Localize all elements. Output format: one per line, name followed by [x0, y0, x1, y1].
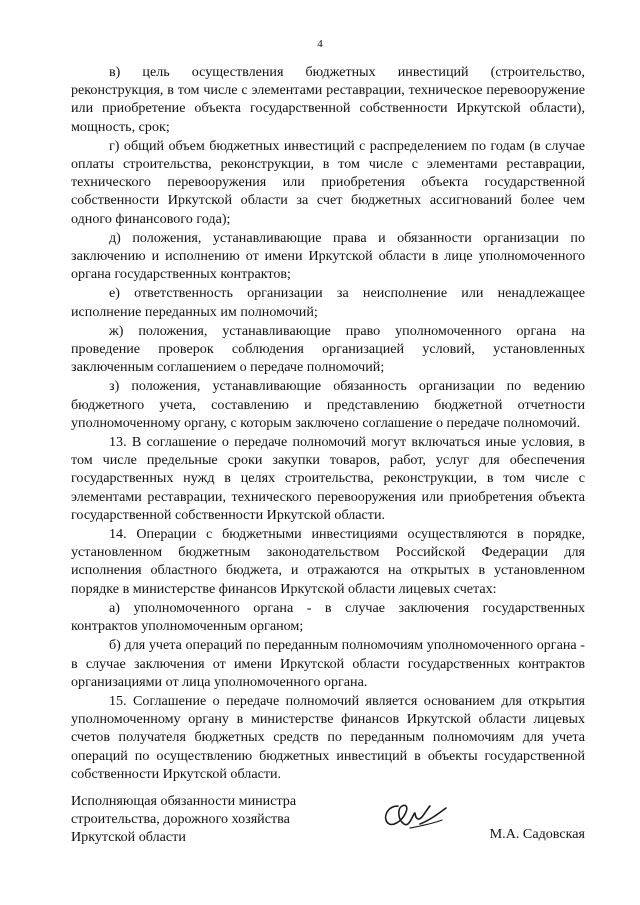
signer-position-line: Исполняющая обязанности министра	[71, 793, 297, 809]
paragraph-g: г) общий объем бюджетных инвестиций с распределением по годам (в случае оплаты строительства, реконструкции, в том числе с элементами реставрации, технического перевооружения или приобретения объекта государственной собственности Иркутской области за счет бюджетных ассигнований более чем одного финансового года);	[71, 137, 585, 227]
paragraph-13: 13. В соглашение о передаче полномочий могут включаться иные условия, в том числе предельные сроки закупки товаров, работ, услуг для обеспечения государственных нужд в целях строительства, реконструкции, в том числе с элементами реставрации, технического перевооружения или приобретения объекта государственной собственности Иркутской области.	[71, 434, 585, 523]
document-body	[71, 63, 585, 784]
paragraph-14: 14. Операции с бюджетными инвестициями осуществляются в порядке, установленном бюджетным законодательством Российской Федерации для исполнения областного бюджета, и отражаются на открытых в установленном порядке в министерстве финансов Иркутской области лицевых счетах:	[71, 526, 585, 597]
page-number: 4	[317, 38, 323, 50]
handwritten-signature-icon	[380, 798, 450, 834]
paragraph-d: д) положения, устанавливающие права и обязанности организации по заключению и исполнению от имени Иркутской области в лице уполномоченного органа государственных контрактов;	[71, 229, 585, 283]
signer-position	[71, 792, 296, 847]
paragraph-e: е) ответственность организации за неисполнение или ненадлежащее исполнение переданных им полномочий;	[71, 285, 585, 320]
signer-position-line: строительства, дорожного хозяйства	[71, 811, 290, 828]
paragraph-z: з) положения, устанавливающие обязанность организации по ведению бюджетного учета, составлению и представлению бюджетной отчетности уполномоченному органу, с которым заключено соглашение о передаче полномочий.	[71, 378, 585, 431]
paragraph-15: 15. Соглашение о передаче полномочий является основанием для открытия уполномоченному органу в министерстве финансов Иркутской области лицевых счетов получателя бюджетных средств по переданным полномочиям для учета операций по осуществлению бюджетных инвестиций в объекты государственной собственности Иркутской области.	[71, 692, 585, 782]
paragraph-v: в) цель осуществления бюджетных инвестиций (строительство, реконструкция, в том числе с элементами реставрации, техническое перевооружение или приобретение объекта государственной собственности Иркутской области), мощность, срок;	[71, 64, 585, 135]
signature-block	[71, 792, 585, 862]
paragraph-14-b: б) для учета операций по переданным полномочиям уполномоченного органа - в случае заключения от имени Иркутской области государственных контрактов организациями от лица уполномоченного органа.	[71, 637, 585, 690]
signer-position-line: Иркутской области	[71, 829, 186, 846]
signer-name: М.А. Садовская	[489, 826, 585, 842]
paragraph-zh: ж) положения, устанавливающие право уполномоченного органа на проведение проверок соблюдения организацией условий, установленных заключенным соглашением о передаче полномочий;	[71, 322, 585, 376]
paragraph-14-a: а) уполномоченного органа - в случае заключения государственных контрактов уполномоченным органом;	[71, 599, 585, 635]
